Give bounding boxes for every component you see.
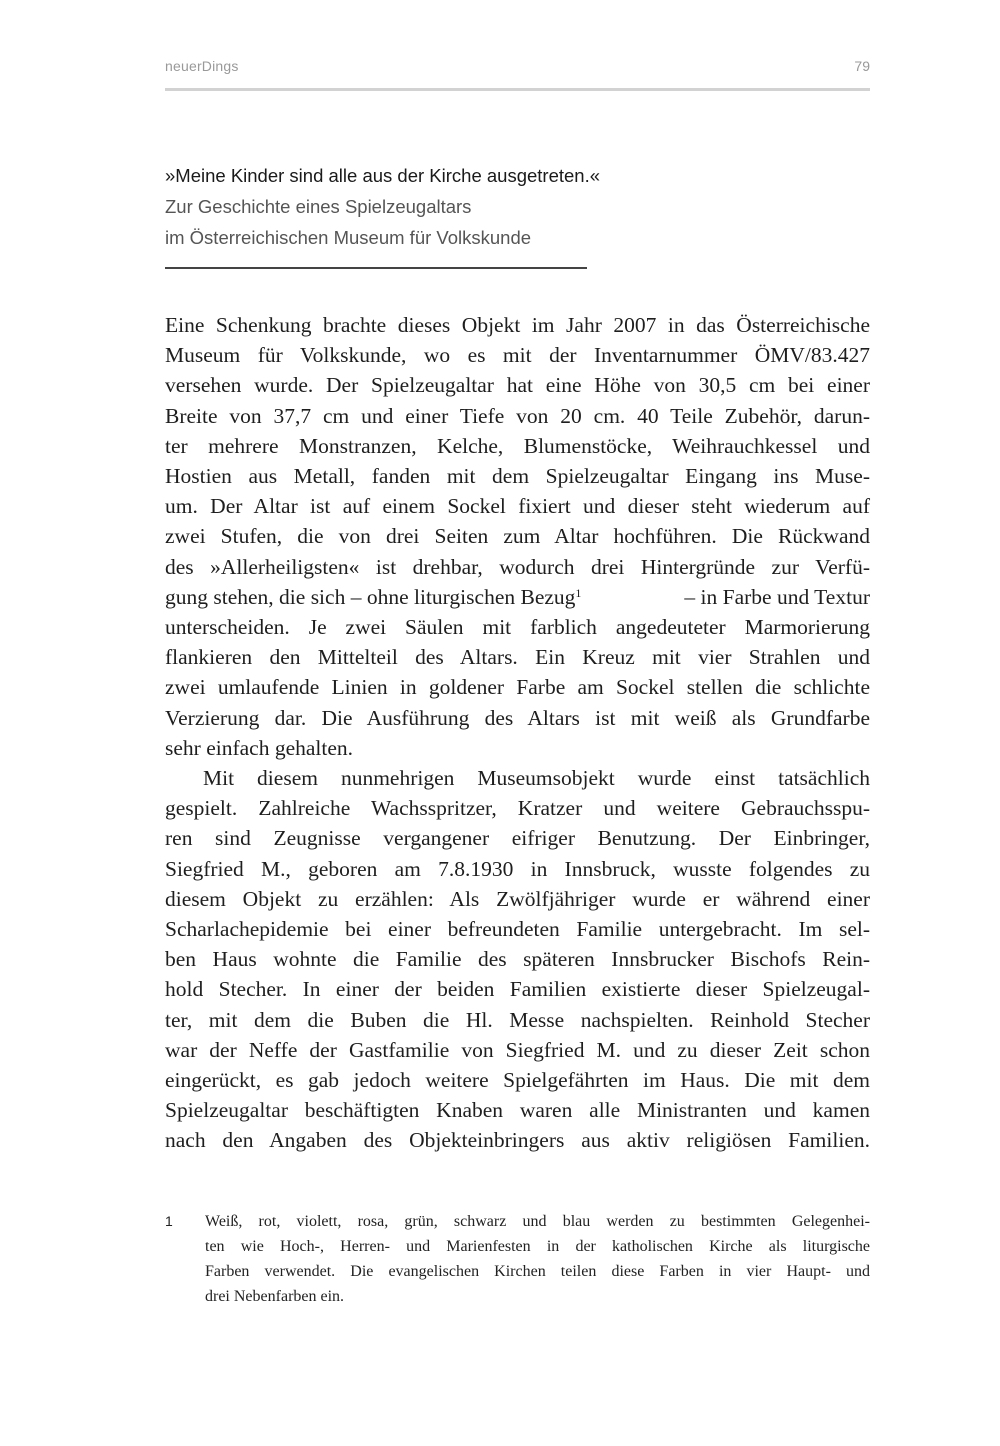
text-line: um. Der Altar ist auf einem Sockel fixiert und dieser steht wiederum auf bbox=[165, 494, 870, 519]
footnote-reference[interactable]: 1 bbox=[575, 585, 582, 600]
title-rule bbox=[165, 267, 587, 269]
text-line: Spielzeugaltar beschäftigten Knaben waren alle Ministranten und kamen bbox=[165, 1098, 870, 1123]
text-line-with-footnote bbox=[165, 582, 870, 612]
text-line: Scharlachepidemie bei einer befreundeten Familie untergebracht. Im sel- bbox=[165, 917, 870, 942]
text-line: zwei umlaufende Linien in goldener Farbe am Sockel stellen die schlichte bbox=[165, 675, 870, 700]
footnote bbox=[165, 1209, 870, 1309]
text-line: ter, mit dem die Buben die Hl. Messe nachspielten. Reinhold Stecher bbox=[165, 1007, 870, 1032]
article-title bbox=[165, 160, 600, 253]
footnote-line: Weiß, rot, violett, rosa, grün, schwarz und blau werden zu bestimmten Gelegenhei- bbox=[205, 1213, 870, 1230]
text-line: diesem Objekt zu erzählen: Als Zwölfjähriger wurde er während einer bbox=[165, 886, 870, 911]
footnote-number: 1 bbox=[165, 1213, 173, 1229]
text-line: Museum für Volkskunde, wo es mit der Inventarnummer ÖMV/83.427 bbox=[165, 343, 870, 368]
subtitle-line-2: im Österreichischen Museum für Volkskunde bbox=[165, 227, 532, 248]
footnote-line: Farben verwendet. Die evangelischen Kirchen teilen diese Farben in vier Haupt- und bbox=[205, 1263, 870, 1280]
text-line: unterscheiden. Je zwei Säulen mit farblich angedeuteter Marmorierung bbox=[165, 615, 870, 640]
text-line: gespielt. Zahlreiche Wachsspritzer, Kratzer und weitere Gebrauchsspu- bbox=[165, 796, 870, 821]
text-line: flankieren den Mittelteil des Altars. Ein Kreuz mit vier Strahlen und bbox=[165, 645, 870, 670]
page-number: 79 bbox=[854, 58, 870, 74]
text-line: Eine Schenkung brachte dieses Objekt im Jahr 2007 in das Österreichische bbox=[165, 313, 870, 337]
text-line: Hostien aus Metall, fanden mit dem Spielzeugaltar Eingang ins Muse- bbox=[165, 464, 870, 489]
text-line: Mit diesem nunmehrigen Museumsobjekt wurde einst tatsächlich bbox=[203, 766, 870, 791]
paragraph-1 bbox=[165, 310, 870, 763]
text-line: Breite von 37,7 cm und einer Tiefe von 20 cm. 40 Teile Zubehör, darun- bbox=[165, 403, 870, 428]
text-line: zwei Stufen, die von drei Seiten zum Altar hochführen. Die Rückwand bbox=[165, 524, 870, 549]
footnote-text bbox=[205, 1209, 870, 1309]
subtitle-line-1: Zur Geschichte eines Spielzeugaltars bbox=[165, 196, 472, 217]
text-line: sehr einfach gehalten. bbox=[165, 735, 354, 760]
text-line: hold Stecher. In einer der beiden Familien existierte dieser Spielzeugal- bbox=[165, 977, 870, 1002]
text-line: Verzierung dar. Die Ausführung des Altars ist mit weiß als Grundfarbe bbox=[165, 705, 870, 730]
text-line: eingerückt, es gab jedoch weitere Spielgefährten im Haus. Die mit dem bbox=[165, 1068, 870, 1093]
article-body bbox=[165, 310, 870, 1156]
footnote-line: drei Nebenfarben ein. bbox=[205, 1288, 345, 1305]
header-rule bbox=[165, 88, 870, 91]
text-line: des »Allerheiligsten« ist drehbar, wodurch drei Hintergründe zur Verfü- bbox=[165, 554, 870, 579]
text-line: ter mehrere Monstranzen, Kelche, Blumenstöcke, Weihrauchkessel und bbox=[165, 433, 870, 458]
text-line: ben Haus wohnte die Familie des späteren Innsbrucker Bischofs Rein- bbox=[165, 947, 870, 972]
text-fragment: – in Farbe und Textur bbox=[679, 584, 870, 609]
text-line: nach den Angaben des Objekteinbringers aus aktiv religiösen Familien. bbox=[165, 1128, 870, 1153]
text-line: versehen wurde. Der Spielzeugaltar hat eine Höhe von 30,5 cm bei einer bbox=[165, 373, 870, 398]
paragraph-2 bbox=[165, 763, 870, 1156]
title-quote: »Meine Kinder sind alle aus der Kirche ausgetreten.« bbox=[165, 165, 601, 186]
text-line: war der Neffe der Gastfamilie von Siegfried M. und zu dieser Zeit schon bbox=[165, 1037, 870, 1062]
text-line: Siegfried M., geboren am 7.8.1930 in Innsbruck, wusste folgendes zu bbox=[165, 856, 870, 881]
footnote-line: ten wie Hoch-, Herren- und Marienfesten in der katholischen Kirche als liturgische bbox=[205, 1238, 870, 1255]
text-fragment: gung stehen, die sich – ohne liturgischen Bezug bbox=[165, 584, 576, 609]
text-line: ren sind Zeugnisse vergangener eifriger Benutzung. Der Einbringer, bbox=[165, 826, 870, 851]
journal-name: neuerDings bbox=[165, 58, 239, 74]
